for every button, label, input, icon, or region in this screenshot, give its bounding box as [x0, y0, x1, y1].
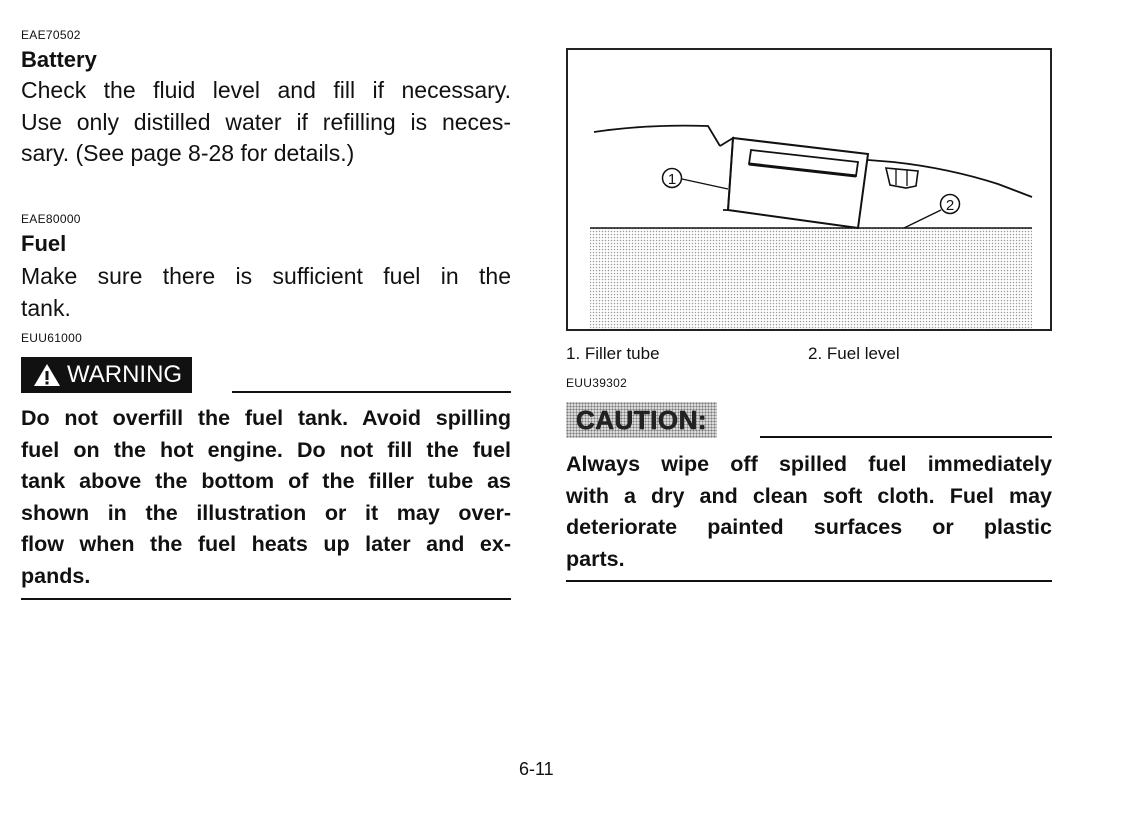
warning-line: shown in the illustration or it may over- [21, 500, 511, 525]
warning-badge [21, 357, 192, 393]
warning-header-rule [232, 391, 511, 393]
battery-line: Check the fluid level and fill if necessary. [21, 77, 511, 103]
fuel-tank-drawing [568, 50, 1050, 329]
caption-filler-tube: 1. Filler tube [566, 344, 660, 363]
fuel-line: tank. [21, 294, 71, 321]
section-code-fuel: EAE80000 [21, 212, 81, 226]
caution-paragraph [566, 449, 1052, 575]
caution-badge: CAUTION: [566, 402, 717, 438]
callout-2-label: 2 [945, 197, 955, 214]
fuel-paragraph [21, 261, 511, 324]
section-code-battery: EAE70502 [21, 28, 81, 42]
warning-code: EUU61000 [21, 331, 83, 345]
caution-line: parts. [566, 546, 625, 571]
warning-paragraph [21, 403, 511, 592]
warning-triangle-icon [33, 363, 61, 387]
caption-fuel-level: 2. Fuel level [808, 344, 900, 363]
caution-header-rule [760, 436, 1052, 438]
warning-line: tank above the bottom of the filler tube as [21, 469, 511, 493]
caution-line: deteriorate painted surfaces or plastic [566, 515, 1052, 539]
warning-line: flow when the fuel heats up later and ex- [21, 532, 511, 556]
battery-paragraph [21, 75, 511, 170]
caution-line: with a dry and clean soft cloth. Fuel may [566, 483, 1052, 508]
caution-line: Always wipe off spilled fuel immediately [566, 452, 1052, 476]
fuel-line: Make sure there is sufficient fuel in the [21, 263, 511, 289]
heading-fuel: Fuel [21, 231, 67, 256]
warning-bottom-rule [21, 598, 511, 600]
battery-line: sary. (See page 8-28 for details.) [21, 140, 355, 166]
warning-label: WARNING [67, 361, 183, 388]
warning-line: pands. [21, 563, 91, 588]
page-number: 6-11 [519, 759, 554, 779]
caution-code: EUU39302 [566, 376, 628, 390]
callout-1-label: 1 [667, 171, 677, 188]
heading-battery: Battery [21, 47, 97, 72]
warning-line: Do not overfill the fuel tank. Avoid spilling [21, 406, 511, 430]
battery-line: Use only distilled water if refilling is neces- [21, 108, 511, 135]
filler-tube-illustration [566, 48, 1052, 331]
caution-bottom-rule [566, 580, 1052, 582]
warning-line: fuel on the hot engine. Do not fill the fuel [21, 437, 511, 462]
